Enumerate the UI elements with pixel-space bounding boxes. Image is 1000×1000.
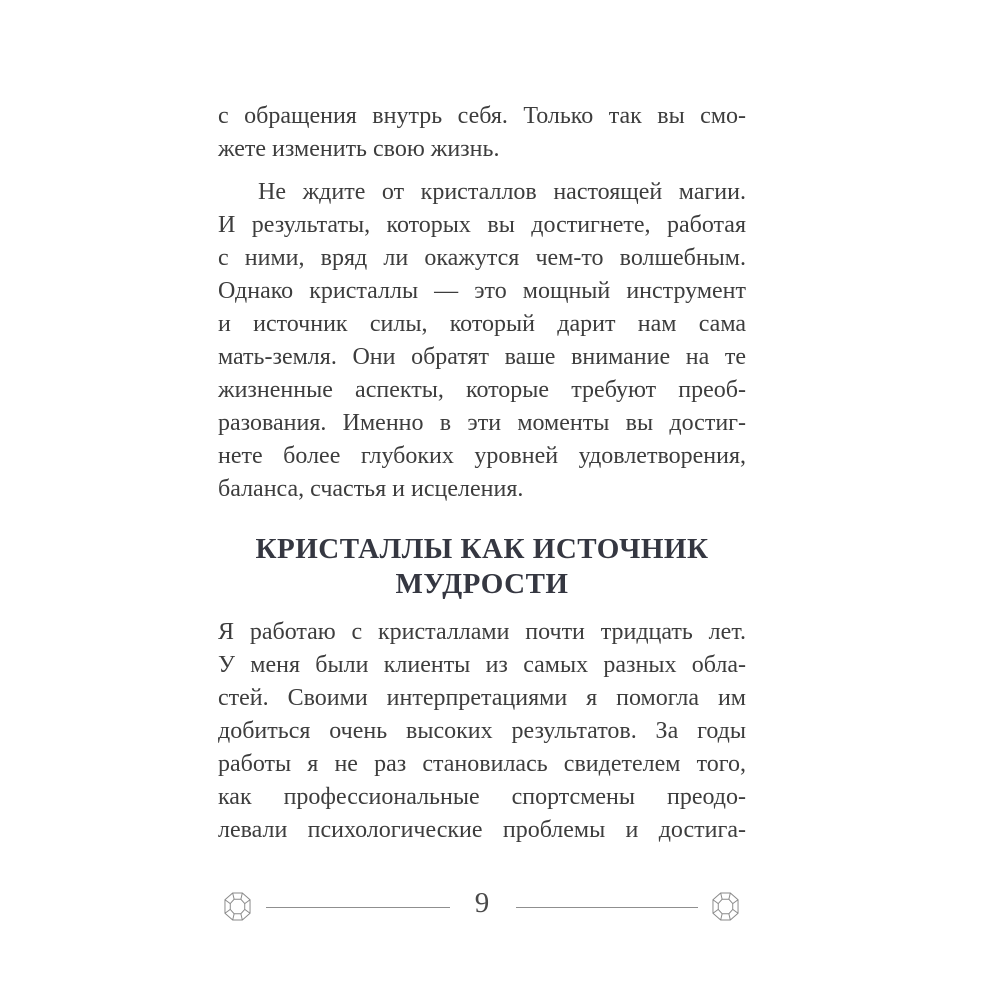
paragraph <box>218 100 746 166</box>
text-line: и источник силы, который дарит нам сама <box>218 311 746 337</box>
text-line: жизненные аспекты, которые требуют преоб- <box>218 377 746 403</box>
text-block <box>218 100 746 847</box>
text-line: И результаты, которых вы достигнете, работая <box>218 212 746 238</box>
text-line: с обращения внутрь себя. Только так вы смо- <box>218 103 746 129</box>
text-line: Я работаю с кристаллами почти тридцать лет. <box>218 619 746 645</box>
text-line: работы я не раз становилась свидетелем того, <box>218 751 746 777</box>
text-line: с ними, вряд ли окажутся чем-то волшебным. <box>218 245 746 271</box>
section-heading <box>218 532 746 602</box>
section-heading-line: МУДРОСТИ <box>395 568 569 600</box>
text-line: У меня были клиенты из самых разных обла- <box>218 652 746 678</box>
text-line: Однако кристаллы — это мощный инструмент <box>218 278 746 304</box>
page-number: 9 <box>474 887 490 919</box>
text-line: стей. Своими интерпретациями я помогла им <box>218 685 746 711</box>
section-heading-line: КРИСТАЛЛЫ КАК ИСТОЧНИК <box>255 533 709 565</box>
text-line: мать-земля. Они обратят ваше внимание на те <box>218 344 746 370</box>
text-line: левали психологические проблемы и достига- <box>218 817 746 843</box>
gem-icon <box>712 892 739 921</box>
gem-icon <box>224 892 251 921</box>
paragraph <box>218 176 746 506</box>
text-line: Не ждите от кристаллов настоящей магии. <box>258 179 746 205</box>
text-line: добиться очень высоких результатов. За годы <box>218 718 746 744</box>
footer-rule-left <box>266 907 450 908</box>
text-line: как профессиональные спортсмены преодо- <box>218 784 746 810</box>
text-line: жете изменить свою жизнь. <box>218 136 500 162</box>
text-line: баланса, счастья и исцеления. <box>218 476 524 502</box>
text-line: разования. Именно в эти моменты вы достиг- <box>218 410 746 436</box>
footer-rule-right <box>516 907 698 908</box>
paragraph <box>218 616 746 847</box>
text-line: нете более глубоких уровней удовлетворения, <box>218 443 746 469</box>
